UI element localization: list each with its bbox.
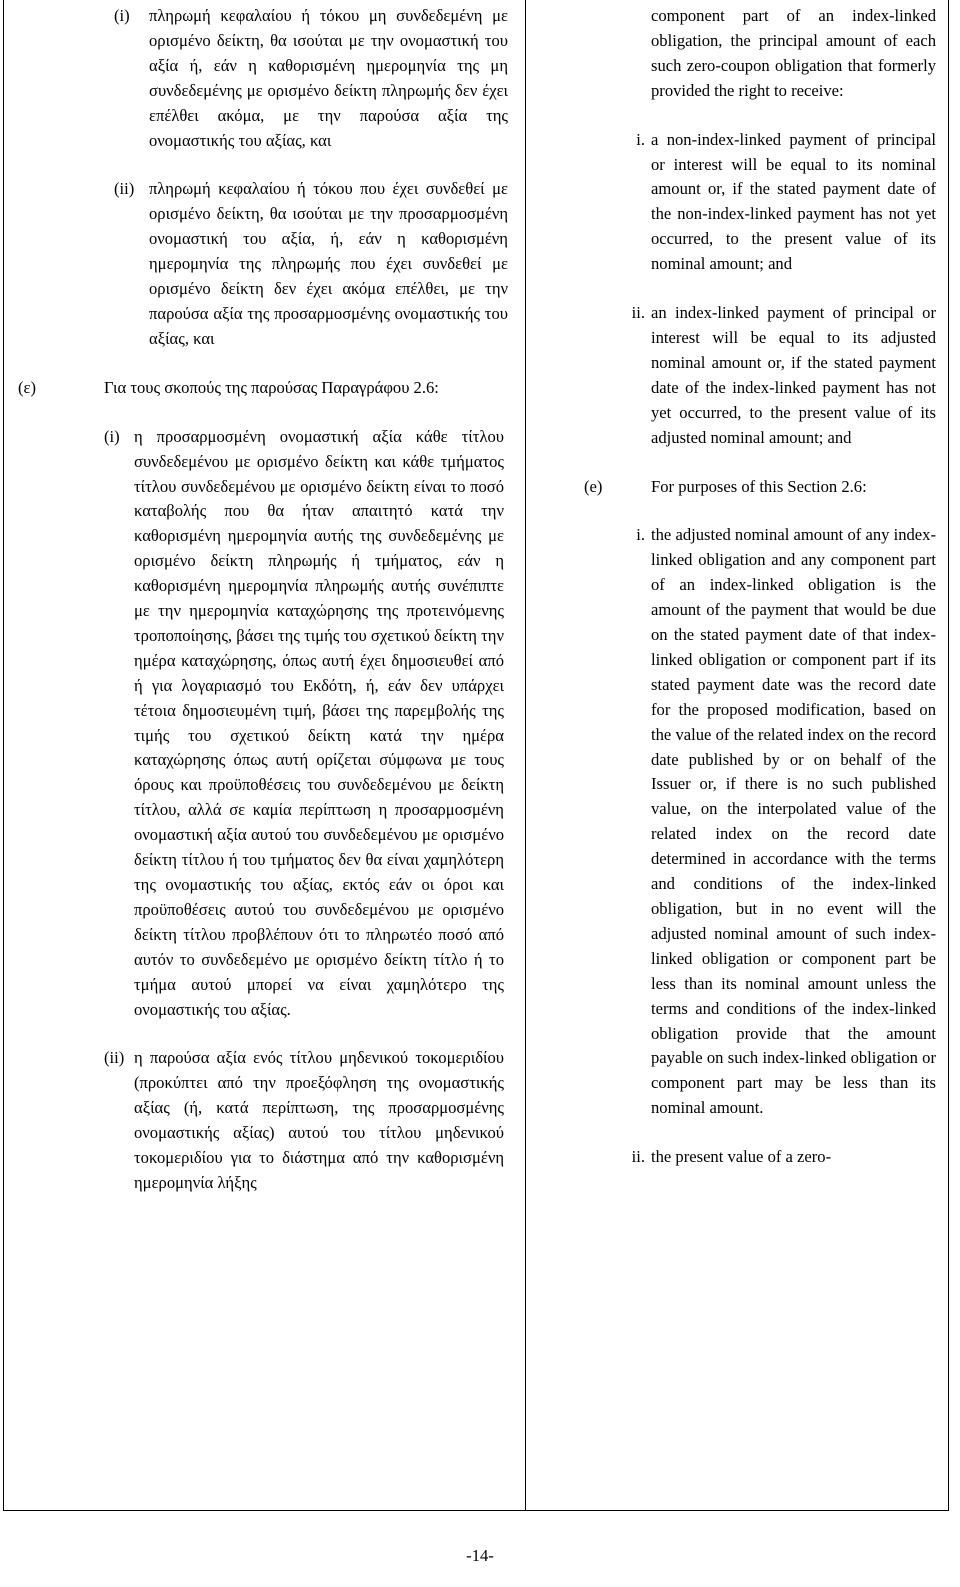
english-subitem-i: [545, 128, 942, 277]
paragraph-number: (ε): [18, 377, 37, 397]
item-number: ii.: [631, 303, 645, 323]
paragraph-text: Για τους σκοπούς της παρούσας Παραγράφου 2.6:: [104, 377, 439, 397]
greek-column: [18, 4, 508, 1196]
english-e-subitem-i: [545, 523, 942, 1121]
item-number: i.: [636, 525, 645, 545]
item-text: η παρούσα αξία ενός τίτλου μηδενικού τοκομεριδίου (προκύπτει από την προεξόφληση της ονομαστικής αξίας (ή, κατά περίπτωση, της προσαρμοσμένης ονομαστικής αξίας) αυτού του τίτλου μηδενικού τοκομεριδίου για το διάστημα από την καθορισμένη ημερομηνία λήξης: [134, 1048, 504, 1192]
item-text: η προσαρμοσμένη ονομαστική αξία κάθε τίτλου συνδεδεμένου με ορισμένο δείκτη και κάθε τμήματος τίτλου συνδεδεμένου με ορισμένο δείκτη είναι το ποσό καταβολής που θα ήταν απαιτητό κατά την καθορισμένη ημερομηνία αυτής της συνδεδεμένης με ορισμένο δείκτη πληρωμής ή τμήματος, εάν η καθορισμένη ημερομηνία πληρωμής αυτής συνέπιπτε με την ημερομηνία καταχώρησης της προτεινόμενης τροποποίησης, βάσει της τιμής του σχετικού δείκτη την ημέρα καταχώρησης, όπως αυτή έχει δημοσιευθεί από ή για λογαριασμό του Εκδότη, ή, εάν δεν υπάρχει τέτοια δημοσιευμένη τιμή, βάσει της παρεμβολής της τιμής του σχετικού δείκτη κατά την ημέρα καταχώρησης όπως αυτή ορίζεται σύμφωνα με τους όρους και προϋποθέσεις του συνδεδεμένου με δείκτη τίτλου, αλλά σε καμία περίπτωση η προσαρμοσμένη ονομαστική αξία αυτού του συνδεδεμένου με ορισμένο δείκτη τίτλου ή του τμήματος δεν θα είναι χαμηλότερη της ονομαστικής του αξίας, εκτός εάν οι όροι και προϋποθέσεις αυτού του συνδεδεμένου με ορισμένο δείκτη τίτλου προβλέπουν ότι το πληρωτέο ποσό από αυτόν το συνδεδεμένο με ορισμένο δείκτη τίτλο ή το τμήμα αυτού μπορεί να είναι χαμηλότερο της ονομαστικής του αξίας.: [134, 426, 504, 1019]
greek-e-subitem-i: [104, 425, 508, 1023]
item-number: (i): [114, 6, 130, 25]
item-text: a non-index-linked payment of principal or interest will be equal to its nominal amount or, if the stated payment date of the non-index-linked payment has not yet occurred, to the present value of its nominal amount; and: [651, 129, 936, 274]
page-number: -14-: [466, 1546, 494, 1565]
greek-subitem-i: [114, 4, 508, 153]
english-column: [545, 4, 942, 1170]
column-divider: [525, 0, 526, 1510]
greek-subitem-ii: [114, 177, 508, 351]
item-text: πληρωμή κεφαλαίου ή τόκου μη συνδεδεμένη με ορισμένο δείκτη, θα ισούται με την ονομαστική του αξία ή, εάν η καθορισμένη ημερομηνία της μη συνδεδεμένης με ορισμένο δείκτη πληρωμής δεν έχει επέλθει ακόμα, με την παρούσα αξία της ονομαστικής του αξίας, και: [149, 6, 508, 150]
item-text: the present value of a zero-: [651, 1147, 832, 1167]
item-text: πληρωμή κεφαλαίου ή τόκου που έχει συνδεθεί με ορισμένο δείκτη, θα ισούται με την προσαρμοσμένη ονομαστική του αξία, ή, εάν η καθορισμένη ημερομηνία της πληρωμής που έχει συνδεθεί με ορισμένο δείκτη δεν έχει ακόμα επέλθει, με την παρούσα αξία της προσαρμοσμένης ονομαστικής του αξίας, και: [149, 179, 508, 348]
paragraph-number: (e): [584, 476, 603, 496]
greek-paragraph-e: [18, 376, 508, 401]
item-number: ii.: [631, 1147, 645, 1167]
english-continuation: [651, 4, 942, 104]
english-subitem-ii: [545, 301, 942, 450]
item-number: i.: [636, 129, 645, 149]
item-text: the adjusted nominal amount of any index-linked obligation and any component part of an index-linked obligation is the amount of the payment that would be due on the stated payment date of that index-linked obligation or component part if its stated payment date was the record date for the proposed modification, based on the value of the related index on the record date published by or on behalf of the Issuer or, if there is no such published value, on the interpolated value of the related index on the record date determined in accordance with the terms and conditions of the index-linked obligation, but in no event will the adjusted nominal amount of such index-linked obligation or component part be less than its nominal amount unless the terms and conditions of the index-linked obligation provide that the amount payable on such index-linked obligation or component part may be less than its nominal amount.: [651, 525, 936, 1118]
item-number: (ii): [104, 1048, 125, 1068]
greek-e-subitem-ii: [104, 1046, 508, 1195]
item-number: (i): [104, 426, 120, 446]
continuation-text: component part of an index-linked obligation, the principal amount of each such zero-coupon obligation that formerly provided the right to receive:: [651, 6, 936, 100]
item-text: an index-linked payment of principal or interest will be equal to its adjusted nominal amount or, if the stated payment date of the index-linked payment has not yet occurred, to the present value of its adjusted nominal amount; and: [651, 303, 936, 447]
english-paragraph-e: [545, 475, 942, 500]
english-e-subitem-ii: [545, 1145, 942, 1170]
item-number: (ii): [114, 179, 135, 199]
paragraph-text: For purposes of this Section 2.6:: [651, 476, 867, 496]
